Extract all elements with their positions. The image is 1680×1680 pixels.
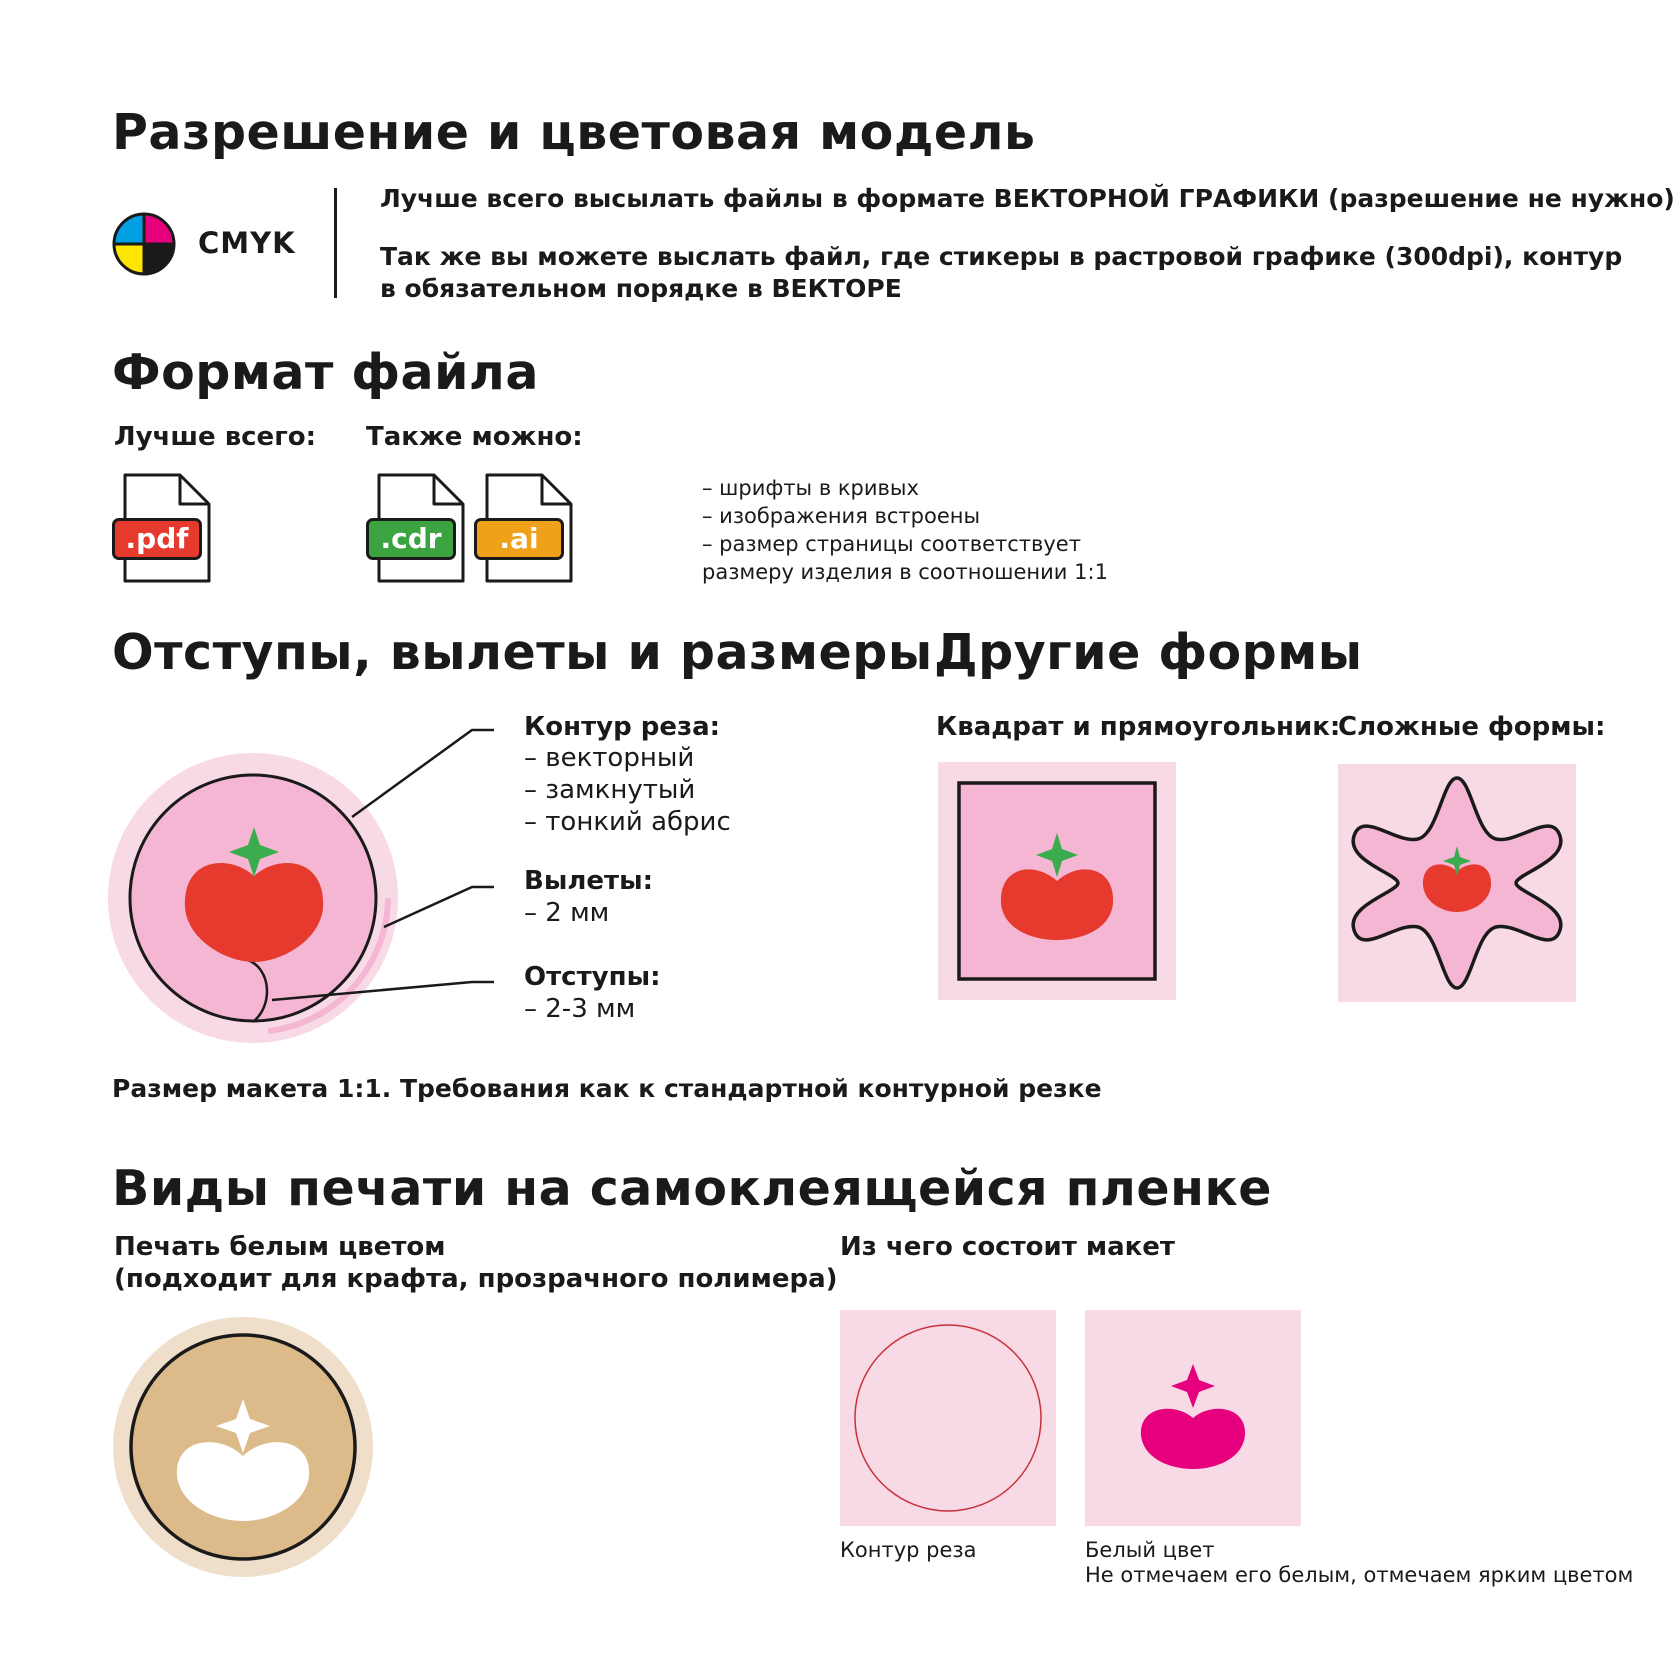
cdr-badge: .cdr (366, 518, 456, 560)
pdf-file-icon (112, 472, 216, 584)
cut-vector: – векторный (524, 743, 695, 773)
raster-note-line2: в обязательном порядке в ВЕКТОРЕ (380, 274, 902, 303)
complex-label: Сложные формы: (1338, 712, 1606, 742)
square-label: Квадрат и прямоугольник: (936, 712, 1341, 742)
white-color-layer (1085, 1310, 1301, 1526)
bleed-spec (524, 866, 653, 930)
sticker-diagram (100, 720, 500, 1050)
bleed-value: – 2 мм (524, 898, 610, 928)
format-notes (702, 474, 1108, 586)
layout-size-note: Размер макета 1:1. Требования как к стандартной контурной резке (112, 1074, 1102, 1103)
vector-recommendation: Лучше всего высылать файлы в формате ВЕКТОРНОЙ ГРАФИКИ (разрешение не нужно) (380, 184, 1675, 213)
ai-badge: .ai (474, 518, 564, 560)
margins-title: Отступы, вылеты и размеры (112, 624, 933, 681)
resolution-title: Разрешение и цветовая модель (112, 104, 1036, 161)
cut-closed: – замкнутый (524, 775, 696, 805)
note-fonts: – шрифты в кривых (702, 476, 919, 500)
white-color-caption: Белый цвет (1085, 1538, 1215, 1562)
offset-value: – 2-3 мм (524, 994, 636, 1024)
cut-thin: – тонкий абрис (524, 807, 731, 837)
ai-file-icon (474, 472, 578, 584)
complex-sticker (1338, 764, 1576, 1002)
cut-contour-layer (840, 1310, 1056, 1526)
pdf-badge: .pdf (112, 518, 202, 560)
note-ratio: размеру изделия в соотношении 1:1 (702, 560, 1108, 584)
cut-contour-caption: Контур реза (840, 1538, 977, 1562)
kraft-sticker (112, 1316, 374, 1578)
offset-title: Отступы: (524, 962, 661, 992)
offset-spec (524, 962, 660, 1026)
bleed-title: Вылеты: (524, 866, 653, 896)
cdr-file-icon (366, 472, 470, 584)
cmyk-label: CMYK (198, 226, 296, 260)
note-images: – изображения встроены (702, 504, 981, 528)
also-label: Также можно: (366, 422, 583, 452)
cmyk-icon (112, 212, 176, 276)
format-title: Формат файла (112, 344, 539, 401)
white-print-line1: Печать белым цветом (114, 1232, 446, 1262)
divider (334, 188, 337, 298)
cut-title: Контур реза: (524, 712, 721, 742)
white-print-line2: (подходит для крафта, прозрачного полимера) (114, 1264, 838, 1294)
note-page-size: – размер страницы соответствует (702, 532, 1081, 556)
raster-note-line1: Так же вы можете выслать файл, где стикеры в растровой графике (300dpi), контур (380, 242, 1623, 271)
layout-composition-label: Из чего состоит макет (840, 1232, 1176, 1262)
print-title: Виды печати на самоклеящейся пленке (112, 1160, 1272, 1217)
cut-spec (524, 712, 731, 838)
square-sticker (938, 762, 1176, 1000)
white-color-note: Не отмечаем его белым, отмечаем ярким цветом (1085, 1563, 1634, 1587)
shapes-title: Другие формы (934, 624, 1363, 681)
best-label: Лучше всего: (114, 422, 317, 452)
